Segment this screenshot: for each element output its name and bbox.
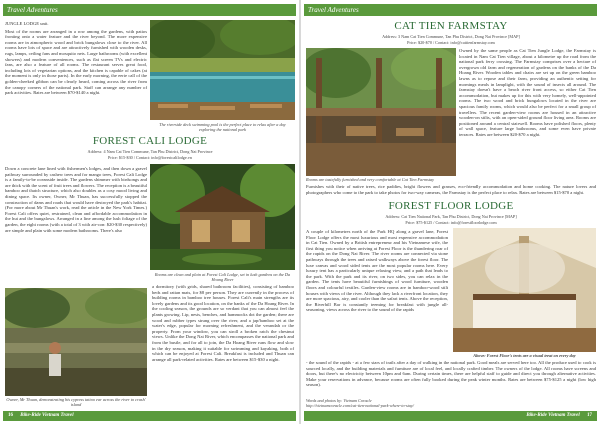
forest-cali-contact: Price: $15-$30 / Contact: info@forestcalilodge.vn: [108, 155, 192, 160]
forest-cali-text: Down a concrete lane lined with fishermen's lodges, and then down a gravel pathway surrounded by cashew trees and for mango trees, Forest Cali Lodge is a family-to-be oceanside inside. The gardens shimmer with birdsongs and are thick with the scent of fruit trees and flowers. The reception is a beautiful bamboo and thatch structure, which also doubles as a cosy mood living and dining space. Its owner, Owner, Mr Thuan, has successfully stopped the construction of dams and roads that would have destroyed the park's habitat. (For more about Mr Thuan's work, read the article in the New York Times.) Forest Cali offers quiet, restrained, clean and affordable accommodation in the hut and the bungalows. Arranged in a line among the lush foliage of the garden, the eight rooms (with a total of 3 with air-con: $20-$30 respectively) are simple and plain with some modern bathrooms. There's also: [5, 166, 147, 233]
intro-heading: JUNGLE LODGE unit.: [5, 21, 49, 26]
forest-cali-text-continued: a dormitory (with grids, shared bathroom facilities), consisting of bamboo beds and rattan mats, for $8 per person. They are currently in the process of building rooms in bamboo tree houses. Forest Cali's main strengths are its lovely gardens and its good location, on the banks of the Da Hoang River. In the cooling season, the grounds are so verdant that you can almost feel the plants growing. Lip, nests, benches, and hammocks dot the garden; there are wood and rubber types strung over the river, and a jap/bamboo set at the water's edge, popular for morning refreshment, and the verandah or the property. From your window, you can stroll a broken ratch the chestnut views. Unlike the Dong Nai River, which encompasses the national park and from the bustle, and for all to join, the Da Hoang River runs flow and slow in the dry season, making it suitable for swimming and kayaking, both of which can be enjoyed at Forest Cali. Breakfast is included and Thuan can arrange all park-related activities. Rates are between $15-$30 a night.: [152, 284, 294, 362]
pool-photo: [150, 20, 295, 120]
veranda-photo: [306, 48, 456, 176]
credit-author: Words and photos by: Vietnam Coracle: [306, 398, 372, 403]
tent-caption: Above: Forest Floor's tents are a visual treat on every day: [473, 353, 576, 358]
magazine-name-left: Bike-Ride Vietnam Travel: [20, 413, 74, 418]
page-number-right: 17: [587, 413, 592, 418]
forest-floor-contact: Price: $75-$125 / Contact: info@forestfloorlodge.com: [405, 220, 497, 225]
credit-url[interactable]: http://vietnamcoracle.com/cat-tien-national-park-where-to-stay/: [306, 403, 414, 408]
forest-floor-title: FOREST FLOOR LODGE: [388, 200, 514, 212]
farmstay-text: Owned by the same people as Cat Tien Jungle Lodge, the Farmstay is located in Nam Cat Tien village, about a kilometre up the road from the national park ferry crossing. The Farmstay comprises over a hectare of overgrown old farm and regeneration of gardens on the banks of the Da Hoang River. Wooden tables and chairs are set up on the green bamboo lawns as to repose and their farm, providing an authentic setting for mornings meals in lamplight, with the sound of insects all around. The farmstay doesn't have a beach river front access, so either Cat Tien accommodation, but makes up for this with very homely, well-appointed rooms. The two wood and brick bungalows located in the river are spacious family rooms, which would also be perfect for a small group of travellers. The recent garden-view rooms are housed in an attractive wooden-on stilts, with an open-sided ground floor living area. Rooms are positioned around a central stairwell. Rooms have polished floors, plenty of wall space, feature large bathrooms, and some even have private terraces. Rates are between $20-$70 a night.: [459, 48, 596, 137]
owner-caption: Owner, Mr Thuan, demonstrating his cypress tattoo ear across the river to crash' island: [6, 397, 146, 408]
veranda-photo-image: [306, 48, 456, 176]
forest-floor-wide-text: - the sound of the rapids - at a few stars of trails after a day of walking in the national park. Good meals are served here too. All the produce used to cook is sourced locally, and the building materials and furniture are of local feel, and locally crafted timber. The owners of the lodge. All rooms have screens and doors, but there's no electricity between 10pm and 6am. During certain times, there are helpful staff to guide and direct you through alternative activities. Make your reservations in advance, because rooms are often fully booked during the peak winter months. Rates are between $75-$125 a night (low high season).: [306, 360, 596, 388]
rooms-photo: [150, 164, 295, 270]
rooms-caption: Rooms are clean and plain at Forest Cali Lodge, set in lush gardens on the Da Hoang River: [154, 272, 291, 283]
pool-caption: The riverside deck swimming pool is the perfect place to relax after a day exploring the national park: [159, 122, 286, 133]
tent-photo-image: [453, 228, 596, 352]
intro-article: [5, 21, 147, 96]
footer-left: [3, 411, 296, 421]
forest-cali-address: Address: 4 Nam Cat Tien Commune, Tan Phu District, Dong Nai Province: [87, 149, 213, 154]
farmstay-title: CAT TIEN FARMSTAY: [394, 20, 508, 32]
forest-floor-address: Address: Cat Tien National Park, Tan Phu District, Dong Nai Province [MAP]: [385, 214, 517, 219]
farmstay-wide-text: Furnishes with their of native trees, rice paddies, bright flowers and grasses, eco-friendly accommodation and home cooking. The nature lovers and photographers who come to the park to take photos for two-way cameras, the Farmstay is the perfect place to relax. Rates are between $15-$70 a night.: [306, 184, 596, 195]
veranda-caption: Rooms are tastefully furnished and very comfortable at Cat Tien Farmstay: [306, 177, 435, 182]
rooms-photo-image: [150, 164, 295, 270]
pool-photo-image: [150, 20, 295, 120]
section-header-left: Travel Adventures: [3, 4, 296, 16]
tent-photo: [453, 228, 596, 352]
forest-floor-text: A couple of kilometres north of the Park HQ along a gravel lane, Forest Floor Lodge offers the most luxurious and most expensive accommodation in Cat Tien. Owned by a British entrepreneur and his Vietnamese wife, the first thing you notice when arriving at Forest Floor is the thundering roar of the rapids on the Dong Nai River. The river rooms are connected via stone pathways through the trees and raised walkways above the forest floor. The luxe canvas and wood sided tents are the most popular rooms here. Every luxury tent has a particularly unique relaxing view, and a path that leads to the park. With the park and its river, on two sides, you can relax in the garden. The tents have beautiful furnishings of wood furniture, wooden floors and colourful textiles. Garden-view rooms are in bamboo-wood stilt houses with views of the river. Although they lack a riverfront location, they are more spacious, airy, and cooler than the safari tents. Above the reception, the Riverhill Bar is constantly teeming for breakfast with jungle all-seasoning, views across the river to the sound of the rapids: [306, 229, 448, 313]
right-page: [301, 0, 600, 424]
left-page: [0, 0, 299, 424]
footer-right: [304, 411, 597, 421]
intro-text: Most of the rooms are arranged in a row among the gardens, with patios fronting onto a water feature and the river beyond. The more expensive rooms are in atmospheric wood and brick bungalows close to the river. All rooms have lots of space and are attractively furnished with wooden desks, rugs, lamps, ceiling fans and mosquito nets. Large bathrooms (with excellent showers) and modern conveniences, such as flat screen TVs and electric fans, are also a feature of all rooms. The restaurant serves great food, including lots of vegetarian options, and the kitchen is capable of cakes (at the moment is only in those parts). In the early morning, the eerie call of the golden-cheeked gibbon can be clearly heard, coming across the river from the canopy corners of the national park. Staff can arrange any number of park activities. Rates are between $70-$140 a night.: [5, 28, 147, 96]
page-number-left: 16: [8, 413, 13, 418]
forest-cali-title: FOREST CALI LODGE: [92, 135, 208, 147]
owner-photo: [5, 288, 147, 396]
farmstay-address: Address: 3 Nam Cat Tien Commune, Tan Phu District, Dong Nai Province [MAP]: [382, 34, 520, 39]
magazine-name-right: Bike-Ride Vietnam Travel: [526, 413, 580, 418]
section-header-right: Travel Adventures: [304, 4, 597, 16]
owner-photo-image: [5, 288, 147, 396]
farmstay-contact: Price: $20-$70 / Contact: info@cattienfarmstay.com: [407, 40, 495, 45]
